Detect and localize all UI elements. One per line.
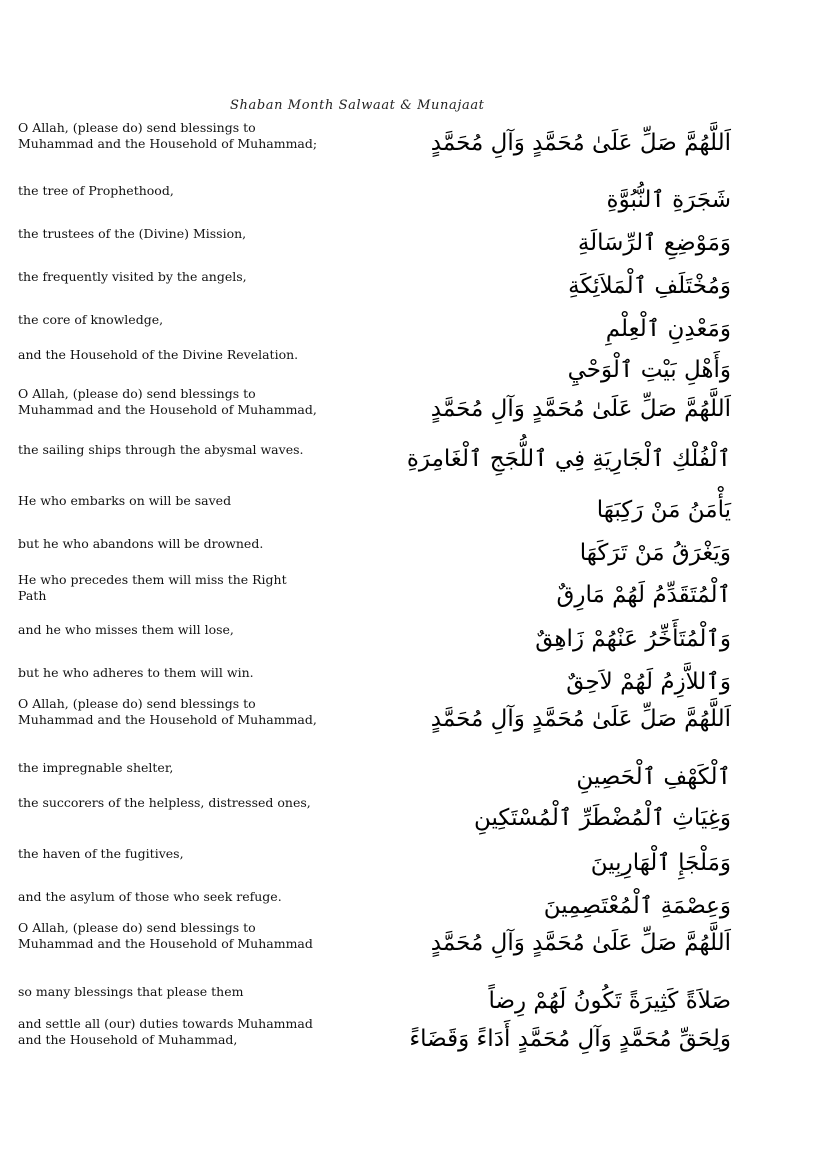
english-translation: O Allah, (please do) send blessings to Muhammad and the Household of Muhammad;: [18, 120, 318, 151]
arabic-text: وَمَلْجَإِ ٱلْهَارِبِينَ: [590, 850, 731, 876]
arabic-text: وَأَهْلِ بَيْتِ ٱلْوَحْيِ: [567, 357, 731, 383]
english-translation: but he who abandons will be drowned.: [18, 536, 264, 551]
arabic-text: صَلاَةً كَثِيرَةً تَكُونُ لَهُمْ رِضاً: [488, 988, 731, 1014]
arabic-text: وَٱلْمُتَأَخِّرُ عَنْهُمْ زَاهِقٌ: [535, 626, 731, 652]
english-translation: so many blessings that please them: [18, 984, 244, 999]
english-translation: the sailing ships through the abysmal waves.: [18, 442, 304, 457]
arabic-text: وَعِصْمَةِ ٱلْمُعْتَصِمِينَ: [543, 893, 731, 919]
page-title: Shaban Month Salwaat & Munajaat: [230, 98, 485, 113]
arabic-text: ٱلْكَهْفِ ٱلْحَصِينِ: [576, 764, 731, 790]
english-translation: He who embarks on will be saved: [18, 493, 232, 508]
arabic-text: وَغِيَاثِ ٱلْمُضْطَرِّ ٱلْمُسْتَكِينِ: [473, 805, 731, 831]
arabic-text: اَللَّهُمَّ صَلِّ عَلَىٰ مُحَمَّدٍ وَآلِ مُحَمَّدٍ: [430, 396, 731, 422]
arabic-text: وَمَعْدِنِ ٱلْعِلْمِ: [605, 316, 731, 342]
arabic-text: ٱلْفُلْكِ ٱلْجَارِيَةِ فِي ٱللُّجَجِ ٱلْغَامِرَةِ: [406, 446, 731, 472]
arabic-text: اَللَّهُمَّ صَلِّ عَلَىٰ مُحَمَّدٍ وَآلِ مُحَمَّدٍ: [430, 930, 731, 956]
arabic-text: وَمُخْتَلَفِ ٱلْمَلاَئِكَةِ: [568, 273, 731, 299]
arabic-text: وَٱللاَّزِمُ لَهُمْ لاَحِقٌ: [566, 669, 731, 695]
arabic-text: وَمَوْضِعِ ٱلرِّسَالَةِ: [577, 230, 731, 256]
english-translation: the impregnable shelter,: [18, 760, 174, 775]
english-translation: and the asylum of those who seek refuge.: [18, 889, 282, 904]
arabic-text: ٱلْمُتَقَدِّمُ لَهُمْ مَارِقٌ: [556, 582, 731, 608]
arabic-text: وَلِحَقِّ مُحَمَّدٍ وَآلِ مُحَمَّدٍ أَدَاءً وَقَضَاءً: [409, 1026, 731, 1052]
english-translation: O Allah, (please do) send blessings to Muhammad and the Household of Muhammad,: [18, 696, 317, 727]
arabic-text: يَأْمَنُ مَنْ رَكِبَهَا: [596, 497, 731, 523]
arabic-text: اَللَّهُمَّ صَلِّ عَلَىٰ مُحَمَّدٍ وَآلِ مُحَمَّدٍ: [430, 130, 731, 156]
arabic-text: اَللَّهُمَّ صَلِّ عَلَىٰ مُحَمَّدٍ وَآلِ مُحَمَّدٍ: [430, 706, 731, 732]
english-translation: the succorers of the helpless, distressed ones,: [18, 795, 311, 810]
english-translation: the trustees of the (Divine) Mission,: [18, 226, 247, 241]
arabic-text: شَجَرَةِ ٱلنُّبُوَّةِ: [606, 187, 731, 213]
english-translation: and settle all (our) duties towards Muhammad and the Household of Muhammad,: [18, 1016, 313, 1047]
english-translation: the tree of Prophethood,: [18, 183, 174, 198]
english-translation: the haven of the fugitives,: [18, 846, 184, 861]
english-translation: the frequently visited by the angels,: [18, 269, 247, 284]
english-translation: but he who adheres to them will win.: [18, 665, 254, 680]
english-translation: He who precedes them will miss the Right Path: [18, 572, 287, 603]
english-translation: and the Household of the Divine Revelation.: [18, 347, 299, 362]
english-translation: and he who misses them will lose,: [18, 622, 234, 637]
english-translation: O Allah, (please do) send blessings to Muhammad and the Household of Muhammad,: [18, 386, 317, 417]
english-translation: O Allah, (please do) send blessings to Muhammad and the Household of Muhammad: [18, 920, 313, 951]
english-translation: the core of knowledge,: [18, 312, 164, 327]
arabic-text: وَيَغْرَقُ مَنْ تَرَكَهَا: [579, 540, 731, 566]
